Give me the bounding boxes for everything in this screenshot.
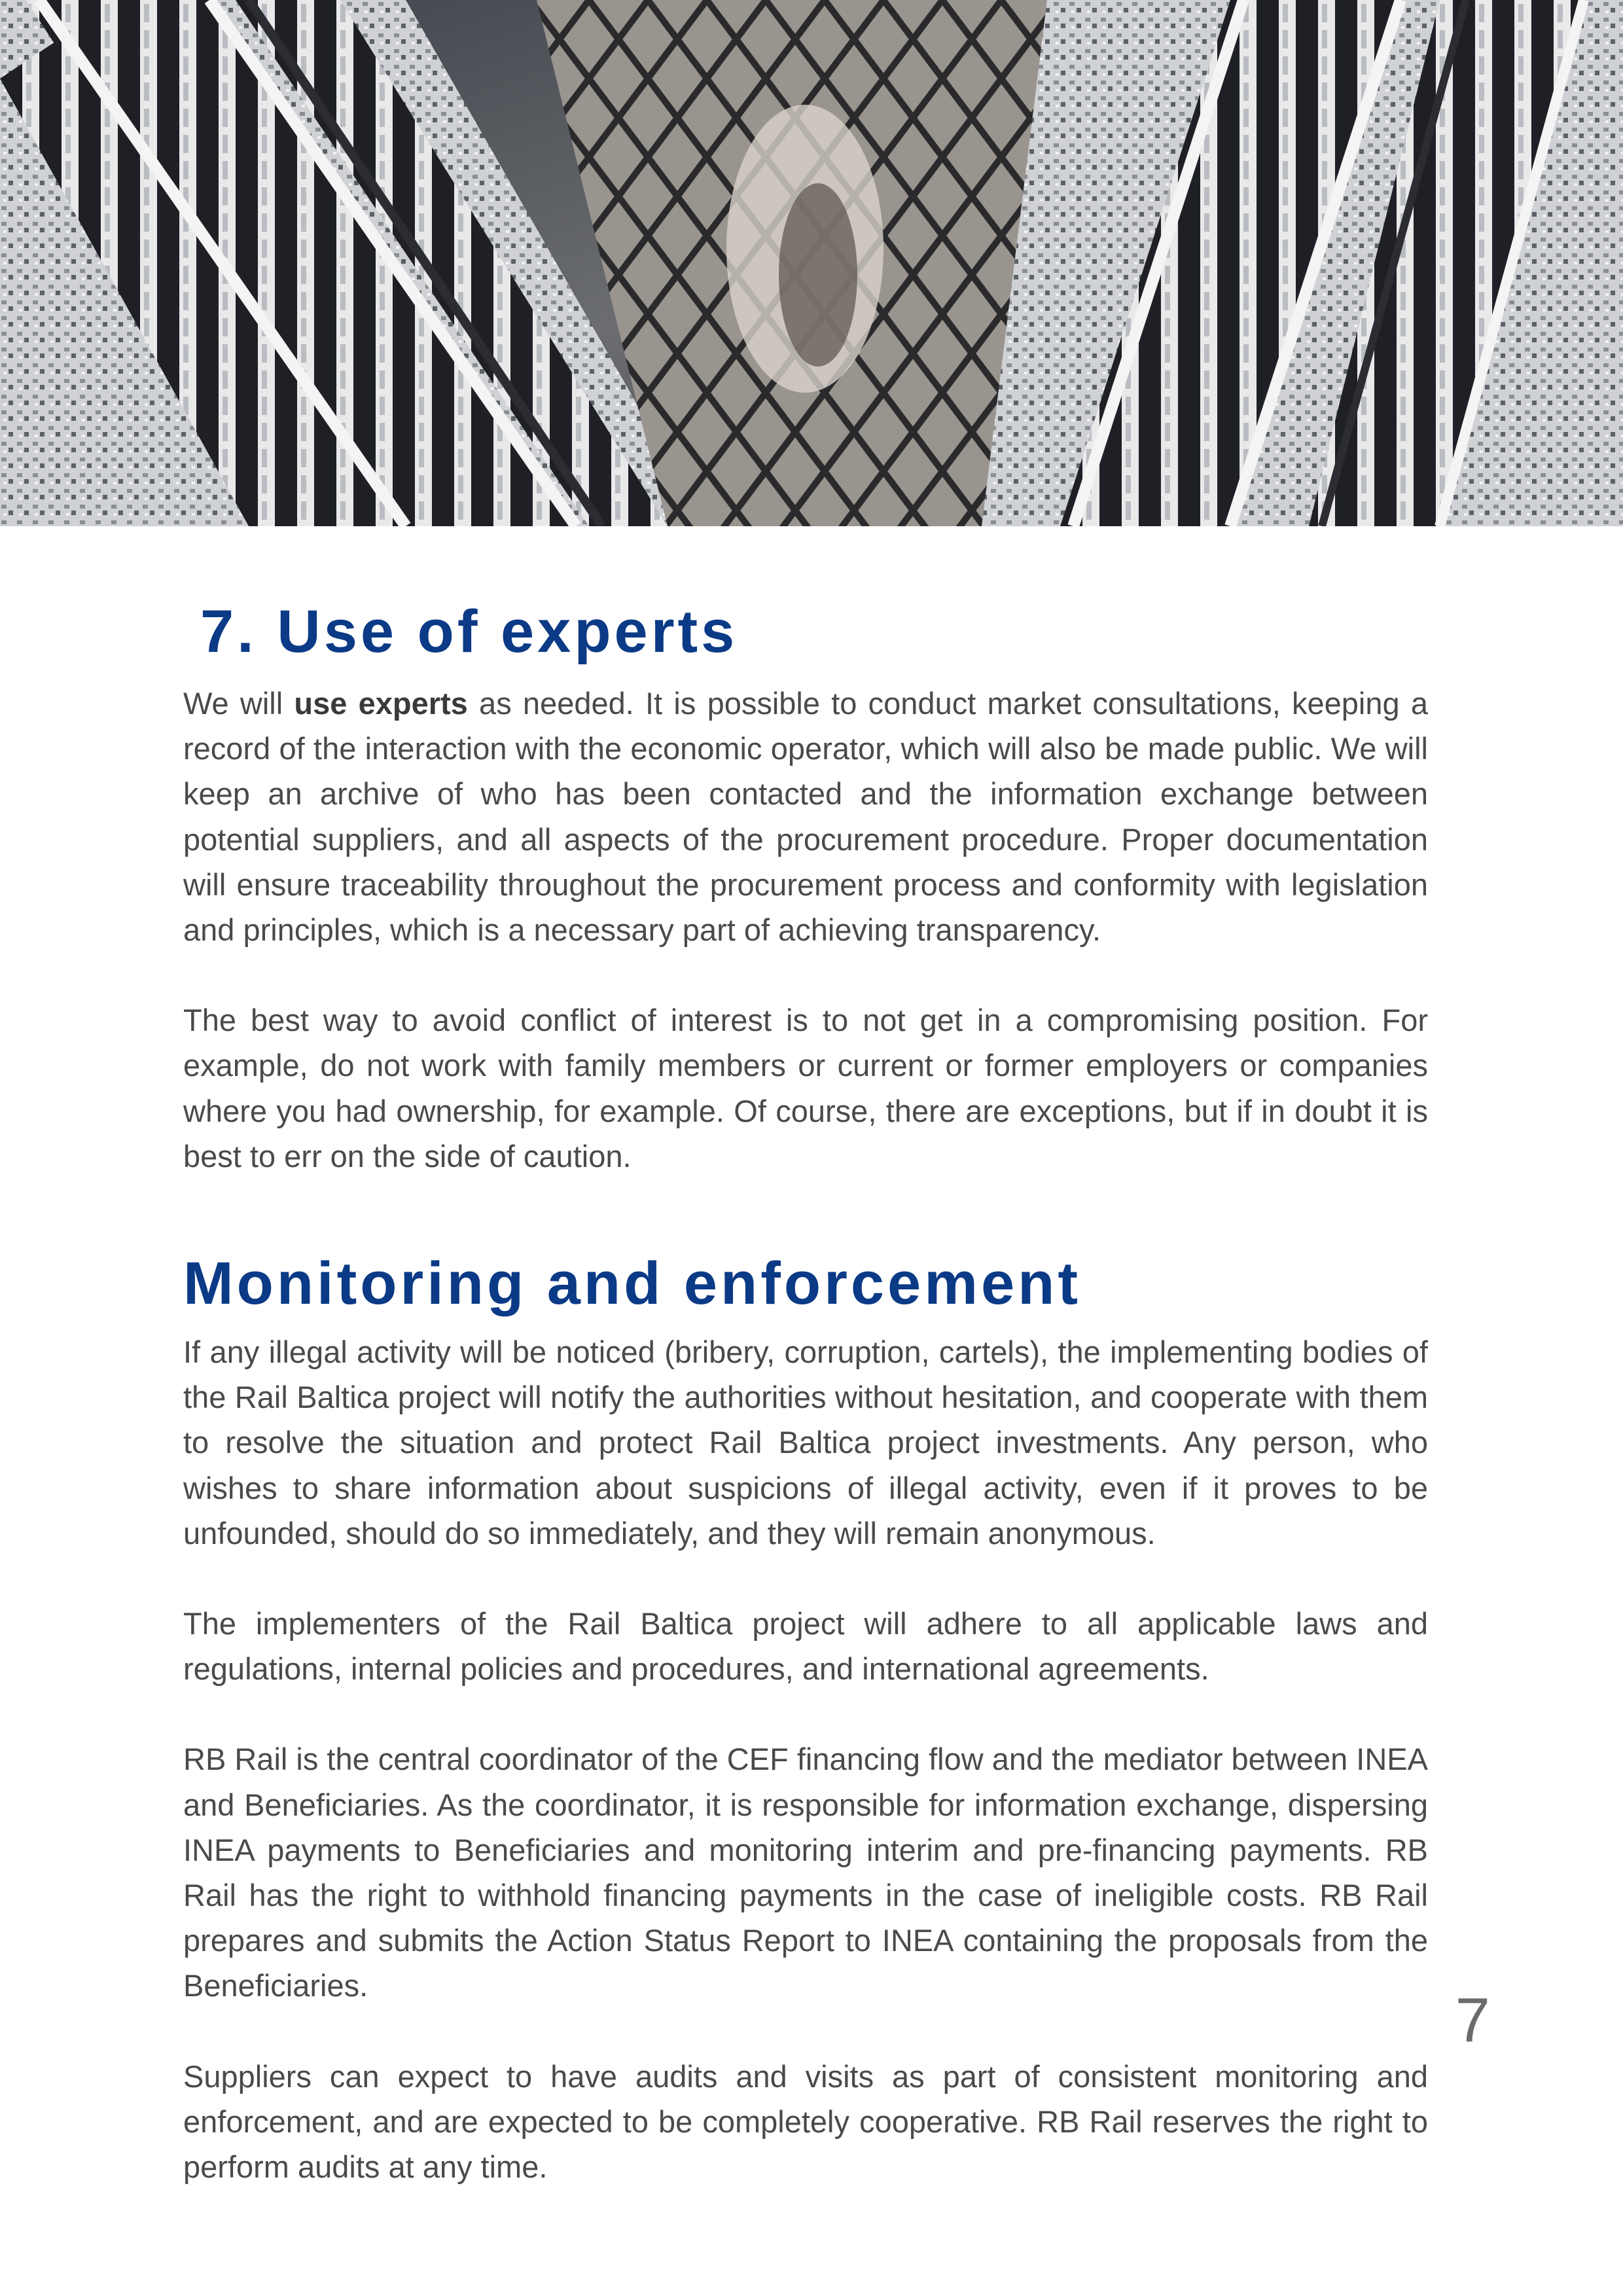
p1-bold-use-experts: use experts [294, 686, 468, 721]
heading-monitoring-and-enforcement: Monitoring and enforcement [183, 1250, 1081, 1318]
hero-railway-photo [0, 0, 1623, 526]
page-number: 7 [1455, 1985, 1490, 2055]
paragraph-monitoring-4: Suppliers can expect to have audits and visits as part of consistent monitoring and enforcement, and are expected to be completely cooperative. RB Rail reserves the right to perform audits at any time. [183, 2058, 1428, 2185]
paragraph-use-of-experts-1 [183, 681, 1428, 952]
spacer [183, 1556, 1428, 1601]
heading-use-of-experts: 7. Use of experts [200, 598, 738, 665]
railway-tracks-photo-icon [0, 0, 1623, 526]
spacer [183, 952, 1428, 997]
paragraph-use-of-experts-2: The best way to avoid conflict of interest is to not get in a compromising position. For example, do not work with family members or current or former employers or companies where you had ownership, for example. Of course, there are exceptions, but if in doubt it is best to err on the side of caution. [183, 1003, 1428, 1174]
paragraph-monitoring-2: The implementers of the Rail Baltica project will adhere to all applicable laws and regulations, internal policies and procedures, and international agreements. [183, 1606, 1428, 1687]
page-content [183, 583, 1428, 2189]
spacer [183, 1179, 1428, 1238]
paragraph-monitoring-1: If any illegal activity will be noticed (bribery, corruption, cartels), the implementing bodies of the Rail Baltica project will notify the authorities without hesitation, and cooperate with them to resolve the situation and protect Rail Baltica project investments. Any person, who wishes to share information about suspicions of illegal activity, even if it proves to be unfounded, should do so immediately, and they will remain anonymous. [183, 1335, 1428, 1551]
paragraph-monitoring-3: RB Rail is the central coordinator of the CEF financing flow and the mediator between INEA and Beneficiaries. As the coordinator, it is responsible for information exchange, dispersing INEA payments to Beneficiaries and monitoring interim and pre-financing payments. RB Rail has the right to withhold financing payments in the case of ineligible costs. RB Rail prepares and submits the Action Status Report to INEA containing the proposals from the Beneficiaries. [183, 1742, 1428, 2003]
p1-suffix: as needed. It is possible to conduct market consultations, keeping a record of the interaction with the economic operator, which will also be made public. We will keep an archive of who has been contacted and the information exchange between potential suppliers, and all aspects of the procurement procedure. Proper documentation will ensure traceability throughout the procurement process and conformity with legislation and principles, which is a necessary part of achieving transparency. [183, 686, 1428, 948]
p1-prefix: We will [183, 686, 294, 721]
spacer [183, 2009, 1428, 2054]
spacer [183, 1691, 1428, 1736]
